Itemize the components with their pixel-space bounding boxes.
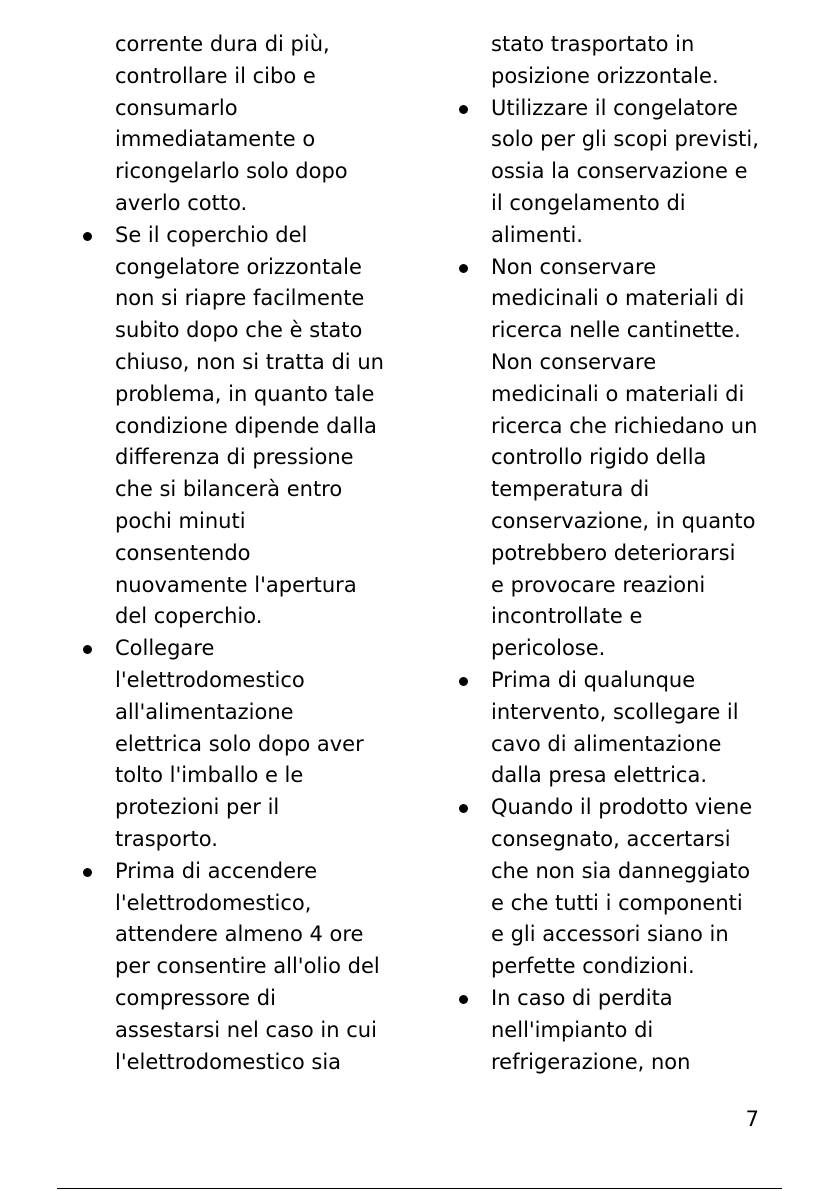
left-column bbox=[115, 29, 395, 1078]
footer-divider bbox=[57, 1188, 782, 1189]
bullet-item: Se il coperchio del congelatore orizzontale non si riapre facilmente subito dopo che è stato chiuso, non si tratta di un problema, in quanto tale condizione dipende dalla differenza di pressione che si bilancerà entro pochi minuti consentendo nuovamente l'apertura del coperchio. bbox=[115, 220, 395, 633]
page-number: 7 bbox=[745, 1107, 759, 1131]
bullet-item: Prima di accendere l'elettrodomestico, attendere almeno 4 ore per consentire all'olio del compressore di assestarsi nel caso in cui l'elettrodomestico sia bbox=[115, 856, 395, 1079]
right-column bbox=[491, 29, 781, 1078]
bullet-item: Utilizzare il congelatore solo per gli scopi previsti, ossia la conservazione e il congelamento di alimenti. bbox=[491, 93, 781, 252]
bullet-item: Prima di qualunque intervento, scollegare il cavo di alimentazione dalla presa elettrica. bbox=[491, 665, 781, 792]
paragraph-continuation: stato trasportato in posizione orizzontale. bbox=[491, 32, 719, 88]
bullet-item: In caso di perdita nell'impianto di refrigerazione, non bbox=[491, 983, 781, 1078]
paragraph-continuation: corrente dura di più, controllare il cibo e consumarlo immediatamente o ricongelarlo solo dopo averlo cotto. bbox=[115, 32, 348, 215]
bullet-item: Quando il prodotto viene consegnato, accertarsi che non sia danneggiato e che tutti i componenti e gli accessori siano in perfette condizioni. bbox=[491, 792, 781, 983]
bullet-item: Collegare l'elettrodomestico all'alimentazione elettrica solo dopo aver tolto l'imballo e le protezioni per il trasporto. bbox=[115, 633, 395, 856]
bullet-item: Non conservare medicinali o materiali di ricerca nelle cantinette. Non conservare medicinali o materiali di ricerca che richiedano un controllo rigido della temperatura di conservazione, in quanto potrebbero deteriorarsi e provocare reazioni incontrollate e pericolose. bbox=[491, 252, 781, 665]
